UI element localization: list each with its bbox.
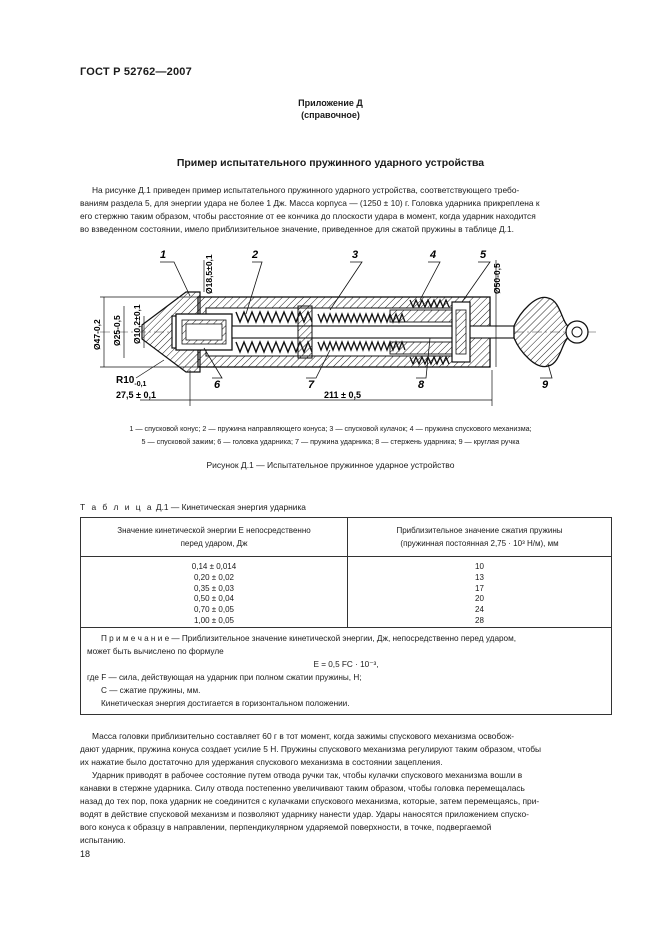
table-cell: 0,70 ± 0,05 [194,605,234,615]
callout-7: 7 [308,379,315,391]
intro-line: ваниям раздела 5, для энергии удара не более 1 Дж. Масса корпуса — (1250 ± 10) г. Головка ударника прикреплена к [80,198,540,208]
body-line: дают ударник, пружина конуса создает усилие 5 Н. Пружины спускового механизма регулируют таким образом, чтобы [80,744,542,754]
note-line: может быть вычислено по формуле [87,646,224,656]
table-cell: 1,00 ± 0,05 [194,615,234,625]
dim-radius-tolerance: -0,1 [134,381,147,388]
intro-paragraph [80,184,612,236]
table-cell: 0,35 ± 0,03 [194,583,234,593]
table-caption [80,502,306,512]
dim-cone-inner-diameter: Ø18,5±0,1 [204,254,214,294]
callout-6: 6 [214,379,221,391]
table-note [81,627,612,714]
page-number: 18 [80,849,91,859]
appendix-label: Приложение Д [298,98,363,108]
table-caption-text: Д.1 — Кинетическая энергия ударника [155,502,306,512]
intro-line: На рисунке Д.1 приведен пример испытательного пружинного ударного устройства, соответствующего требо- [92,185,520,195]
callout-8: 8 [418,379,425,391]
intro-line: его стержню таким образом, чтобы расстояние от ее кончика до плоскости удара в момент, когда ударник находится [80,211,536,221]
compression-values [348,557,612,628]
body-line: канавки в стержне ударника. Силу отвода постепенно увеличивают таким образом, чтобы головка перемещалась [80,783,525,793]
header-line: (пружинная постоянная 2,75 · 10³ Н/м), мм [400,539,559,548]
header-line: перед ударом, Дж [180,539,248,548]
body-paragraph-mass [80,730,612,769]
callout-3: 3 [352,249,359,261]
appendix-type: (справочное) [301,110,360,120]
appendix-title: Пример испытательного пружинного ударного устройства [176,157,485,169]
dim-tip-diameter: Ø10,2±0,1 [132,304,142,344]
table-cell: 17 [475,583,484,593]
body-line: Ударник приводят в рабочее состояние путем отвода ручки так, чтобы кулачки спускового механизма вошли в [92,770,523,780]
table-cell: 10 [475,562,484,571]
kinetic-energy-table [80,517,612,715]
note-line: Кинетическая энергия достигается в горизонтальном положении. [101,698,350,708]
table-cell: 28 [475,615,484,625]
table-cell: 0,20 ± 0,02 [194,572,234,582]
body-paragraph-operation [80,769,612,847]
table-cell: 0,14 ± 0,014 [191,562,237,571]
table-cell: 20 [475,594,484,604]
note-line: П р и м е ч а н и е — Приблизительное значение кинетической энергии, Дж, непосредственно перед ударом, [101,633,517,643]
table-caption-prefix: Т а б л и ц а [80,502,154,512]
body-line: водят в действие спусковой механизм и позволяют ударнику нанести удар. Удары наносятся приложением спуско- [80,809,529,819]
note-line: C — сжатие пружины, мм. [101,685,201,695]
dim-body-diameter: Ø47-0,2 [92,319,102,350]
impact-device-drawing [0,240,661,415]
intro-line: во взведенном состоянии, имело приблизительное значение, приведенное для сжатой пружины в таблице Д.1. [80,224,514,234]
header-line: Значение кинетической энергии Е непосредственно [117,526,311,535]
body-line: вого конуса к образцу в направлении, перпендикулярном ударяемой поверхности, в точке, подвергаемой [80,822,492,832]
table-cell: 0,50 ± 0,04 [194,594,234,604]
note-formula: E = 0,5 FC · 10⁻³, [313,659,379,669]
table-note-row [81,627,612,714]
callout-4: 4 [430,249,437,261]
body-line: испытанию. [80,835,126,845]
figure-legend [0,422,661,448]
body-line: назад до тех пор, пока ударник не соединится с кулачками спускового механизма, которые, затем перемещаясь, при- [80,796,540,806]
document-header: ГОСТ Р 52762—2007 [80,66,192,78]
dim-tip-length: 27,5 ± 0,1 [116,390,156,400]
callout-1: 1 [160,249,167,261]
energy-values [81,557,348,628]
dim-radius-value: R10 [116,375,135,386]
table-cell: 24 [475,605,484,615]
legend-line: 1 — спусковой конус; 2 — пружина направляющего конуса; 3 — спусковой кулачок; 4 — пружина спускового механизма; [129,424,532,433]
body-line: Масса головки приблизительно составляет 60 г в тот момент, когда зажимы спускового механизма освобож- [92,731,515,741]
callout-9: 9 [542,379,549,391]
dim-body-length: 211 ± 0,5 [324,390,361,400]
header-line: Приблизительное значение сжатия пружины [396,526,563,535]
legend-line: 5 — спусковой зажим; 6 — головка ударника; 7 — пружина ударника; 8 — стержень ударника; 9 — круглая ручка [141,437,520,446]
dim-right-diameter: Ø50-0,5 [492,263,502,294]
table-header-row [81,518,612,557]
figure-caption: Рисунок Д.1 — Испытательное пружинное ударное устройство [206,460,455,470]
body-line: их нажатие было достаточно для удержания спускового механизма в состоянии зацепления. [80,757,443,767]
callout-2: 2 [252,249,259,261]
column-header-compression [348,518,612,557]
column-header-energy [81,518,348,557]
table-cell: 13 [475,572,484,582]
note-line: где F — сила, действующая на ударник при полном сжатии пружины, Н; [87,672,362,682]
dim-radius [116,375,147,388]
dim-cone-diameter: Ø25-0,5 [112,315,122,346]
table-values-row [81,557,612,628]
callout-5: 5 [480,249,487,261]
